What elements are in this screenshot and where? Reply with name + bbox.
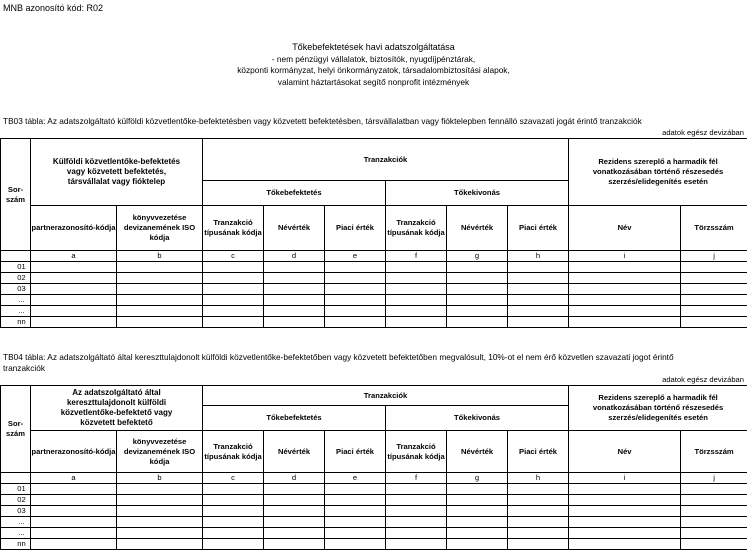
data-cell[interactable] [264, 262, 325, 273]
col-sorszam: Sor-szám [1, 386, 31, 473]
data-cell[interactable] [447, 484, 508, 495]
data-cell[interactable] [203, 528, 264, 539]
letter-a: a [31, 251, 117, 262]
data-cell[interactable] [447, 539, 508, 550]
data-cell[interactable] [447, 284, 508, 295]
data-cell[interactable] [447, 273, 508, 284]
data-cell[interactable] [569, 273, 681, 284]
col-iso-kod: könyvvezetése devizanemének ISO kódja [117, 431, 203, 473]
letter-g: g [447, 251, 508, 262]
data-cell[interactable] [117, 484, 203, 495]
letter-e: e [325, 473, 386, 484]
data-cell[interactable] [386, 506, 447, 517]
row-number: 02 [1, 495, 31, 506]
data-cell[interactable] [325, 284, 386, 295]
col-tranzakcio-tipus-c: Tranzakció típusának kódja [203, 431, 264, 473]
data-cell[interactable] [325, 317, 386, 328]
data-cell[interactable] [569, 506, 681, 517]
data-cell[interactable] [681, 306, 747, 317]
mnb-code: MNB azonosító kód: R02 [3, 3, 103, 13]
table-row [1, 528, 747, 539]
table-row [1, 284, 747, 295]
col-nevertek-g: Névérték [447, 431, 508, 473]
data-cell[interactable] [569, 262, 681, 273]
letter-f: f [386, 251, 447, 262]
title-line-2: - nem pénzügyi vállalatok, biztosítók, nyugdíjpénztárak, [0, 54, 747, 66]
row-number: nn [1, 539, 31, 550]
data-cell[interactable] [447, 317, 508, 328]
table-row [1, 306, 747, 317]
title-line-1: Tőkebefektetések havi adatszolgáltatása [0, 42, 747, 54]
table-row [1, 484, 747, 495]
data-cell[interactable] [264, 317, 325, 328]
data-cell[interactable] [117, 306, 203, 317]
col-sorszam: Sor-szám [1, 139, 31, 251]
data-cell[interactable] [681, 528, 747, 539]
data-cell[interactable] [203, 295, 264, 306]
letter-b: b [117, 473, 203, 484]
tb04-unit: adatok egész devizában [662, 375, 744, 384]
table-row [1, 517, 747, 528]
letter-j: j [681, 251, 747, 262]
row-number: ... [1, 295, 31, 306]
data-cell[interactable] [325, 495, 386, 506]
data-cell[interactable] [203, 317, 264, 328]
data-cell[interactable] [31, 495, 117, 506]
row-number: 02 [1, 273, 31, 284]
table-row [1, 539, 747, 550]
data-cell[interactable] [264, 539, 325, 550]
letter-i: i [569, 251, 681, 262]
data-cell[interactable] [31, 528, 117, 539]
row-number: ... [1, 517, 31, 528]
data-cell[interactable] [325, 484, 386, 495]
data-cell[interactable] [264, 506, 325, 517]
data-cell[interactable] [681, 495, 747, 506]
data-cell[interactable] [31, 306, 117, 317]
data-cell[interactable] [264, 273, 325, 284]
data-cell[interactable] [386, 484, 447, 495]
data-cell[interactable] [264, 295, 325, 306]
data-cell[interactable] [31, 284, 117, 295]
data-cell[interactable] [681, 539, 747, 550]
col-tokekivonas: Tőkekivonás [386, 406, 569, 431]
data-cell[interactable] [325, 262, 386, 273]
data-cell[interactable] [508, 506, 569, 517]
data-cell[interactable] [31, 484, 117, 495]
data-cell[interactable] [117, 273, 203, 284]
data-cell[interactable] [264, 495, 325, 506]
data-cell[interactable] [386, 273, 447, 284]
row-number: 03 [1, 506, 31, 517]
letter-d: d [264, 251, 325, 262]
data-cell[interactable] [203, 262, 264, 273]
data-cell[interactable] [569, 495, 681, 506]
data-cell[interactable] [386, 539, 447, 550]
col-kereszttulajdonolt: Az adatszolgáltató által kereszttulajdonolt külföldi közvetlentőke-befektető vagy közvetett befektető [31, 386, 203, 431]
col-tranzakcio-tipus-f: Tranzakció típusának kódja [386, 206, 447, 251]
data-cell[interactable] [386, 284, 447, 295]
row-number: 01 [1, 484, 31, 495]
row-number: 03 [1, 284, 31, 295]
col-piaci-ertek-e: Piaci érték [325, 431, 386, 473]
data-cell[interactable] [386, 262, 447, 273]
table-row [1, 506, 747, 517]
data-cell[interactable] [31, 517, 117, 528]
data-cell[interactable] [264, 306, 325, 317]
data-cell[interactable] [447, 262, 508, 273]
data-cell[interactable] [203, 284, 264, 295]
data-cell[interactable] [31, 295, 117, 306]
data-cell[interactable] [569, 517, 681, 528]
data-cell[interactable] [203, 484, 264, 495]
col-tokebefektetes: Tőkebefektetés [203, 181, 386, 206]
letter-e: e [325, 251, 386, 262]
data-cell[interactable] [386, 295, 447, 306]
data-cell[interactable] [447, 495, 508, 506]
letter-c: c [203, 473, 264, 484]
letter-f: f [386, 473, 447, 484]
form-title [0, 42, 747, 88]
data-cell[interactable] [569, 539, 681, 550]
letter-h: h [508, 473, 569, 484]
data-cell[interactable] [31, 262, 117, 273]
tb04-table [0, 385, 747, 550]
data-cell[interactable] [117, 539, 203, 550]
data-cell[interactable] [386, 528, 447, 539]
table-row [1, 317, 747, 328]
data-cell[interactable] [264, 484, 325, 495]
letter-d: d [264, 473, 325, 484]
data-cell[interactable] [386, 306, 447, 317]
data-cell[interactable] [508, 484, 569, 495]
data-cell[interactable] [203, 517, 264, 528]
col-rezidens: Rezidens szereplő a harmadik fél vonatkozásában történő részesedés szerzés/elidegenítés esetén [569, 139, 747, 206]
row-number: 01 [1, 262, 31, 273]
data-cell[interactable] [203, 273, 264, 284]
tb04-heading [3, 352, 674, 374]
data-cell[interactable] [264, 284, 325, 295]
col-piaci-ertek-h: Piaci érték [508, 206, 569, 251]
data-cell[interactable] [681, 273, 747, 284]
tb04-heading-line-2: tranzakciók [3, 363, 674, 374]
data-cell[interactable] [264, 528, 325, 539]
data-cell[interactable] [31, 273, 117, 284]
data-cell[interactable] [447, 306, 508, 317]
data-cell[interactable] [681, 517, 747, 528]
data-cell[interactable] [681, 295, 747, 306]
data-cell[interactable] [203, 306, 264, 317]
tb03-unit: adatok egész devizában [662, 128, 744, 137]
data-cell[interactable] [447, 295, 508, 306]
title-line-3: központi kormányzat, helyi önkormányzatok, társadalombiztosítási alapok, [0, 65, 747, 77]
data-cell[interactable] [447, 506, 508, 517]
row-number: ... [1, 528, 31, 539]
col-piaci-ertek-e: Piaci érték [325, 206, 386, 251]
col-partnerazonosito: partnerazonosító-kódja [31, 206, 117, 251]
letter-j: j [681, 473, 747, 484]
data-cell[interactable] [569, 306, 681, 317]
data-cell[interactable] [117, 284, 203, 295]
data-cell[interactable] [508, 306, 569, 317]
data-cell[interactable] [203, 495, 264, 506]
data-cell[interactable] [117, 495, 203, 506]
data-cell[interactable] [508, 517, 569, 528]
data-cell[interactable] [508, 317, 569, 328]
data-cell[interactable] [447, 528, 508, 539]
col-partnerazonosito: partnerazonosító-kódja [31, 431, 117, 473]
table-row [1, 262, 747, 273]
col-tokebefektetes: Tőkebefektetés [203, 406, 386, 431]
tb04-heading-line-1: TB04 tábla: Az adatszolgáltató által kereszttulajdonolt külföldi közvetlentőke-befektetőben vagy közvetett befektetőben megvalósult, 10%-ot el nem érő közvetlen szavazati jogot érintő [3, 352, 674, 363]
col-torzsszam: Törzsszám [681, 206, 747, 251]
col-nevertek-g: Névérték [447, 206, 508, 251]
col-torzsszam: Törzsszám [681, 431, 747, 473]
data-cell[interactable] [386, 517, 447, 528]
col-nev: Név [569, 431, 681, 473]
data-cell[interactable] [117, 517, 203, 528]
col-iso-kod: könyvvezetése devizanemének ISO kódja [117, 206, 203, 251]
col-tranzakcio-tipus-c: Tranzakció típusának kódja [203, 206, 264, 251]
data-cell[interactable] [508, 284, 569, 295]
data-cell[interactable] [203, 506, 264, 517]
data-cell[interactable] [31, 317, 117, 328]
letter-cell-empty [1, 473, 31, 484]
col-nevertek-d: Névérték [264, 431, 325, 473]
data-cell[interactable] [569, 317, 681, 328]
data-cell[interactable] [117, 295, 203, 306]
data-cell[interactable] [264, 517, 325, 528]
data-cell[interactable] [447, 517, 508, 528]
col-piaci-ertek-h: Piaci érték [508, 431, 569, 473]
data-cell[interactable] [325, 273, 386, 284]
data-cell[interactable] [681, 317, 747, 328]
tb03-table [0, 138, 747, 328]
data-cell[interactable] [31, 539, 117, 550]
data-cell[interactable] [508, 495, 569, 506]
letter-h: h [508, 251, 569, 262]
table-row [1, 495, 747, 506]
data-cell[interactable] [386, 495, 447, 506]
col-tokekivonas: Tőkekivonás [386, 181, 569, 206]
data-cell[interactable] [386, 317, 447, 328]
data-cell[interactable] [325, 306, 386, 317]
data-cell[interactable] [508, 262, 569, 273]
data-cell[interactable] [117, 317, 203, 328]
col-tranzakciok: Tranzakciók [203, 139, 569, 181]
data-cell[interactable] [325, 517, 386, 528]
data-cell[interactable] [569, 528, 681, 539]
data-cell[interactable] [117, 528, 203, 539]
data-cell[interactable] [681, 262, 747, 273]
data-cell[interactable] [569, 295, 681, 306]
letter-g: g [447, 473, 508, 484]
data-cell[interactable] [508, 539, 569, 550]
data-cell[interactable] [117, 506, 203, 517]
data-cell[interactable] [508, 273, 569, 284]
data-cell[interactable] [508, 528, 569, 539]
col-tranzakciok: Tranzakciók [203, 386, 569, 406]
col-tranzakcio-tipus-f: Tranzakció típusának kódja [386, 431, 447, 473]
table-row [1, 273, 747, 284]
row-number: ... [1, 306, 31, 317]
col-nev: Név [569, 206, 681, 251]
data-cell[interactable] [31, 506, 117, 517]
letter-cell-empty [1, 251, 31, 262]
data-cell[interactable] [508, 295, 569, 306]
col-nevertek-d: Névérték [264, 206, 325, 251]
data-cell[interactable] [325, 539, 386, 550]
data-cell[interactable] [569, 284, 681, 295]
data-cell[interactable] [681, 484, 747, 495]
data-cell[interactable] [203, 539, 264, 550]
letter-a: a [31, 473, 117, 484]
letter-i: i [569, 473, 681, 484]
data-cell[interactable] [117, 262, 203, 273]
col-kulfoldi-befektetes: Külföldi közvetlentőke-befektetés vagy közvetett befektetés, társvállalat vagy fióktelep [31, 139, 203, 206]
letter-b: b [117, 251, 203, 262]
title-line-4: valamint háztartásokat segítő nonprofit intézmények [0, 77, 747, 89]
table-row [1, 295, 747, 306]
data-cell[interactable] [325, 506, 386, 517]
data-cell[interactable] [681, 506, 747, 517]
col-rezidens: Rezidens szereplő a harmadik fél vonatkozásában történő részesedés szerzés/elidegenítés esetén [569, 386, 747, 431]
data-cell[interactable] [325, 295, 386, 306]
data-cell[interactable] [681, 284, 747, 295]
tb03-heading: TB03 tábla: Az adatszolgáltató külföldi közvetlentőke-befektetésben vagy közvetett befektetésben, társvállalatban vagy fióktelepben fennálló szavazati jogát érintő tranzakciók [3, 116, 642, 127]
row-number: nn [1, 317, 31, 328]
letter-c: c [203, 251, 264, 262]
data-cell[interactable] [325, 528, 386, 539]
data-cell[interactable] [569, 484, 681, 495]
